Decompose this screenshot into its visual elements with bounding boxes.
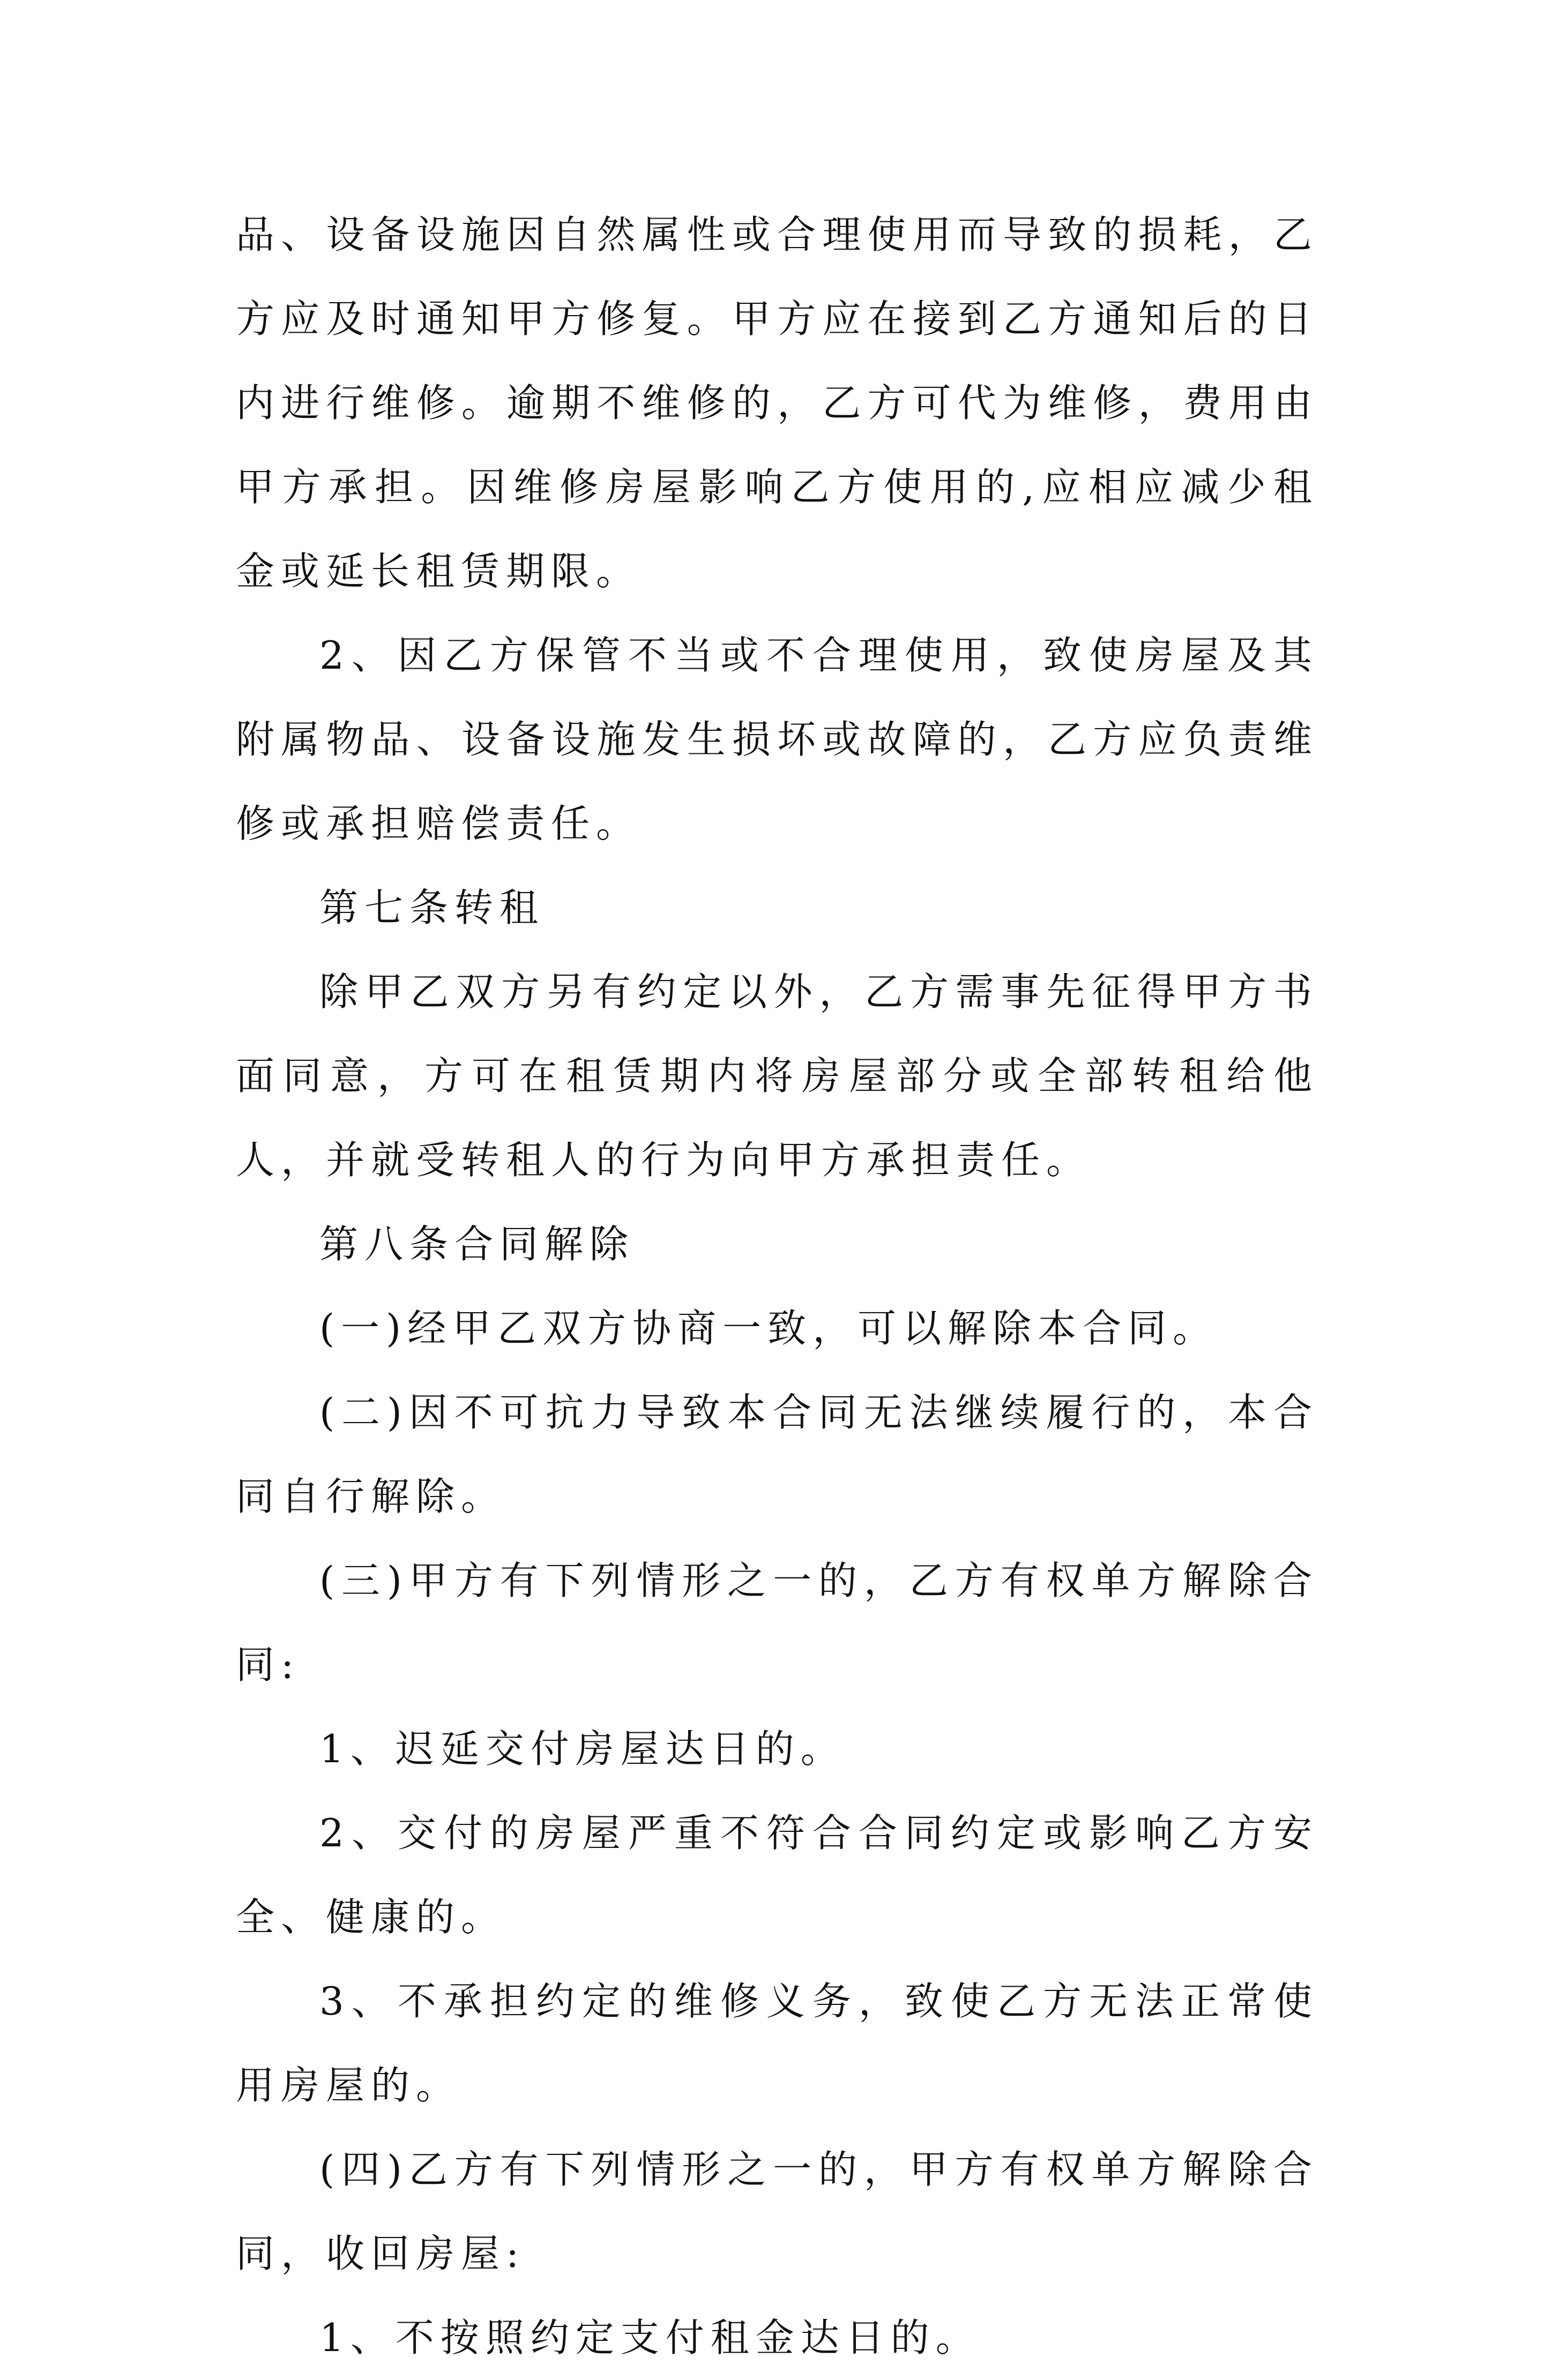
heading-article-7-sublease: 第七条转租 [319,885,545,930]
paragraph-tenant-damage: 2、因乙方保管不当或不合理使用，致使房屋及其附属物品、设备设施发生损坏或故障的，乙方应负责维修或承担赔偿责任。 [236,633,1318,846]
list-item-no-maintenance: 3、不承担约定的维修义务，致使乙方无法正常使用房屋的。 [236,1979,1318,2108]
list-item-delayed-delivery: 1、迟延交付房屋达日的。 [319,1726,846,1771]
document-body [236,193,1318,2380]
paragraph-termination-force-majeure: (二)因不可抗力导致本合同无法继续履行的，本合同自行解除。 [236,1390,1318,1519]
list-item-rent-unpaid: 1、不按照约定支付租金达日的。 [319,2315,981,2360]
paragraph-maintenance-continued: 品、设备设施因自然属性或合理使用而导致的损耗，乙方应及时通知甲方修复。甲方应在接到乙方通知后的日内进行维修。逾期不维修的，乙方可代为维修，费用由甲方承担。因维修房屋影响乙方使用的,应相应减少租金或延长租赁期限。 [236,212,1318,594]
paragraph-tenant-breach-intro: (四)乙方有下列情形之一的，甲方有权单方解除合同，收回房屋: [236,2147,1318,2276]
list-item-nonconforming-house: 2、交付的房屋严重不符合合同约定或影响乙方安全、健康的。 [236,1810,1318,1940]
paragraph-termination-mutual: (一)经甲乙双方协商一致，可以解除本合同。 [319,1306,1218,1351]
paragraph-sublease-terms: 除甲乙双方另有约定以外，乙方需事先征得甲方书面同意，方可在租赁期内将房屋部分或全部转租给他人，并就受转租人的行为向甲方承担责任。 [236,969,1318,1182]
paragraph-landlord-breach-intro: (三)甲方有下列情形之一的，乙方有权单方解除合同: [236,1558,1318,1687]
heading-article-8-termination: 第八条合同解除 [319,1222,635,1267]
